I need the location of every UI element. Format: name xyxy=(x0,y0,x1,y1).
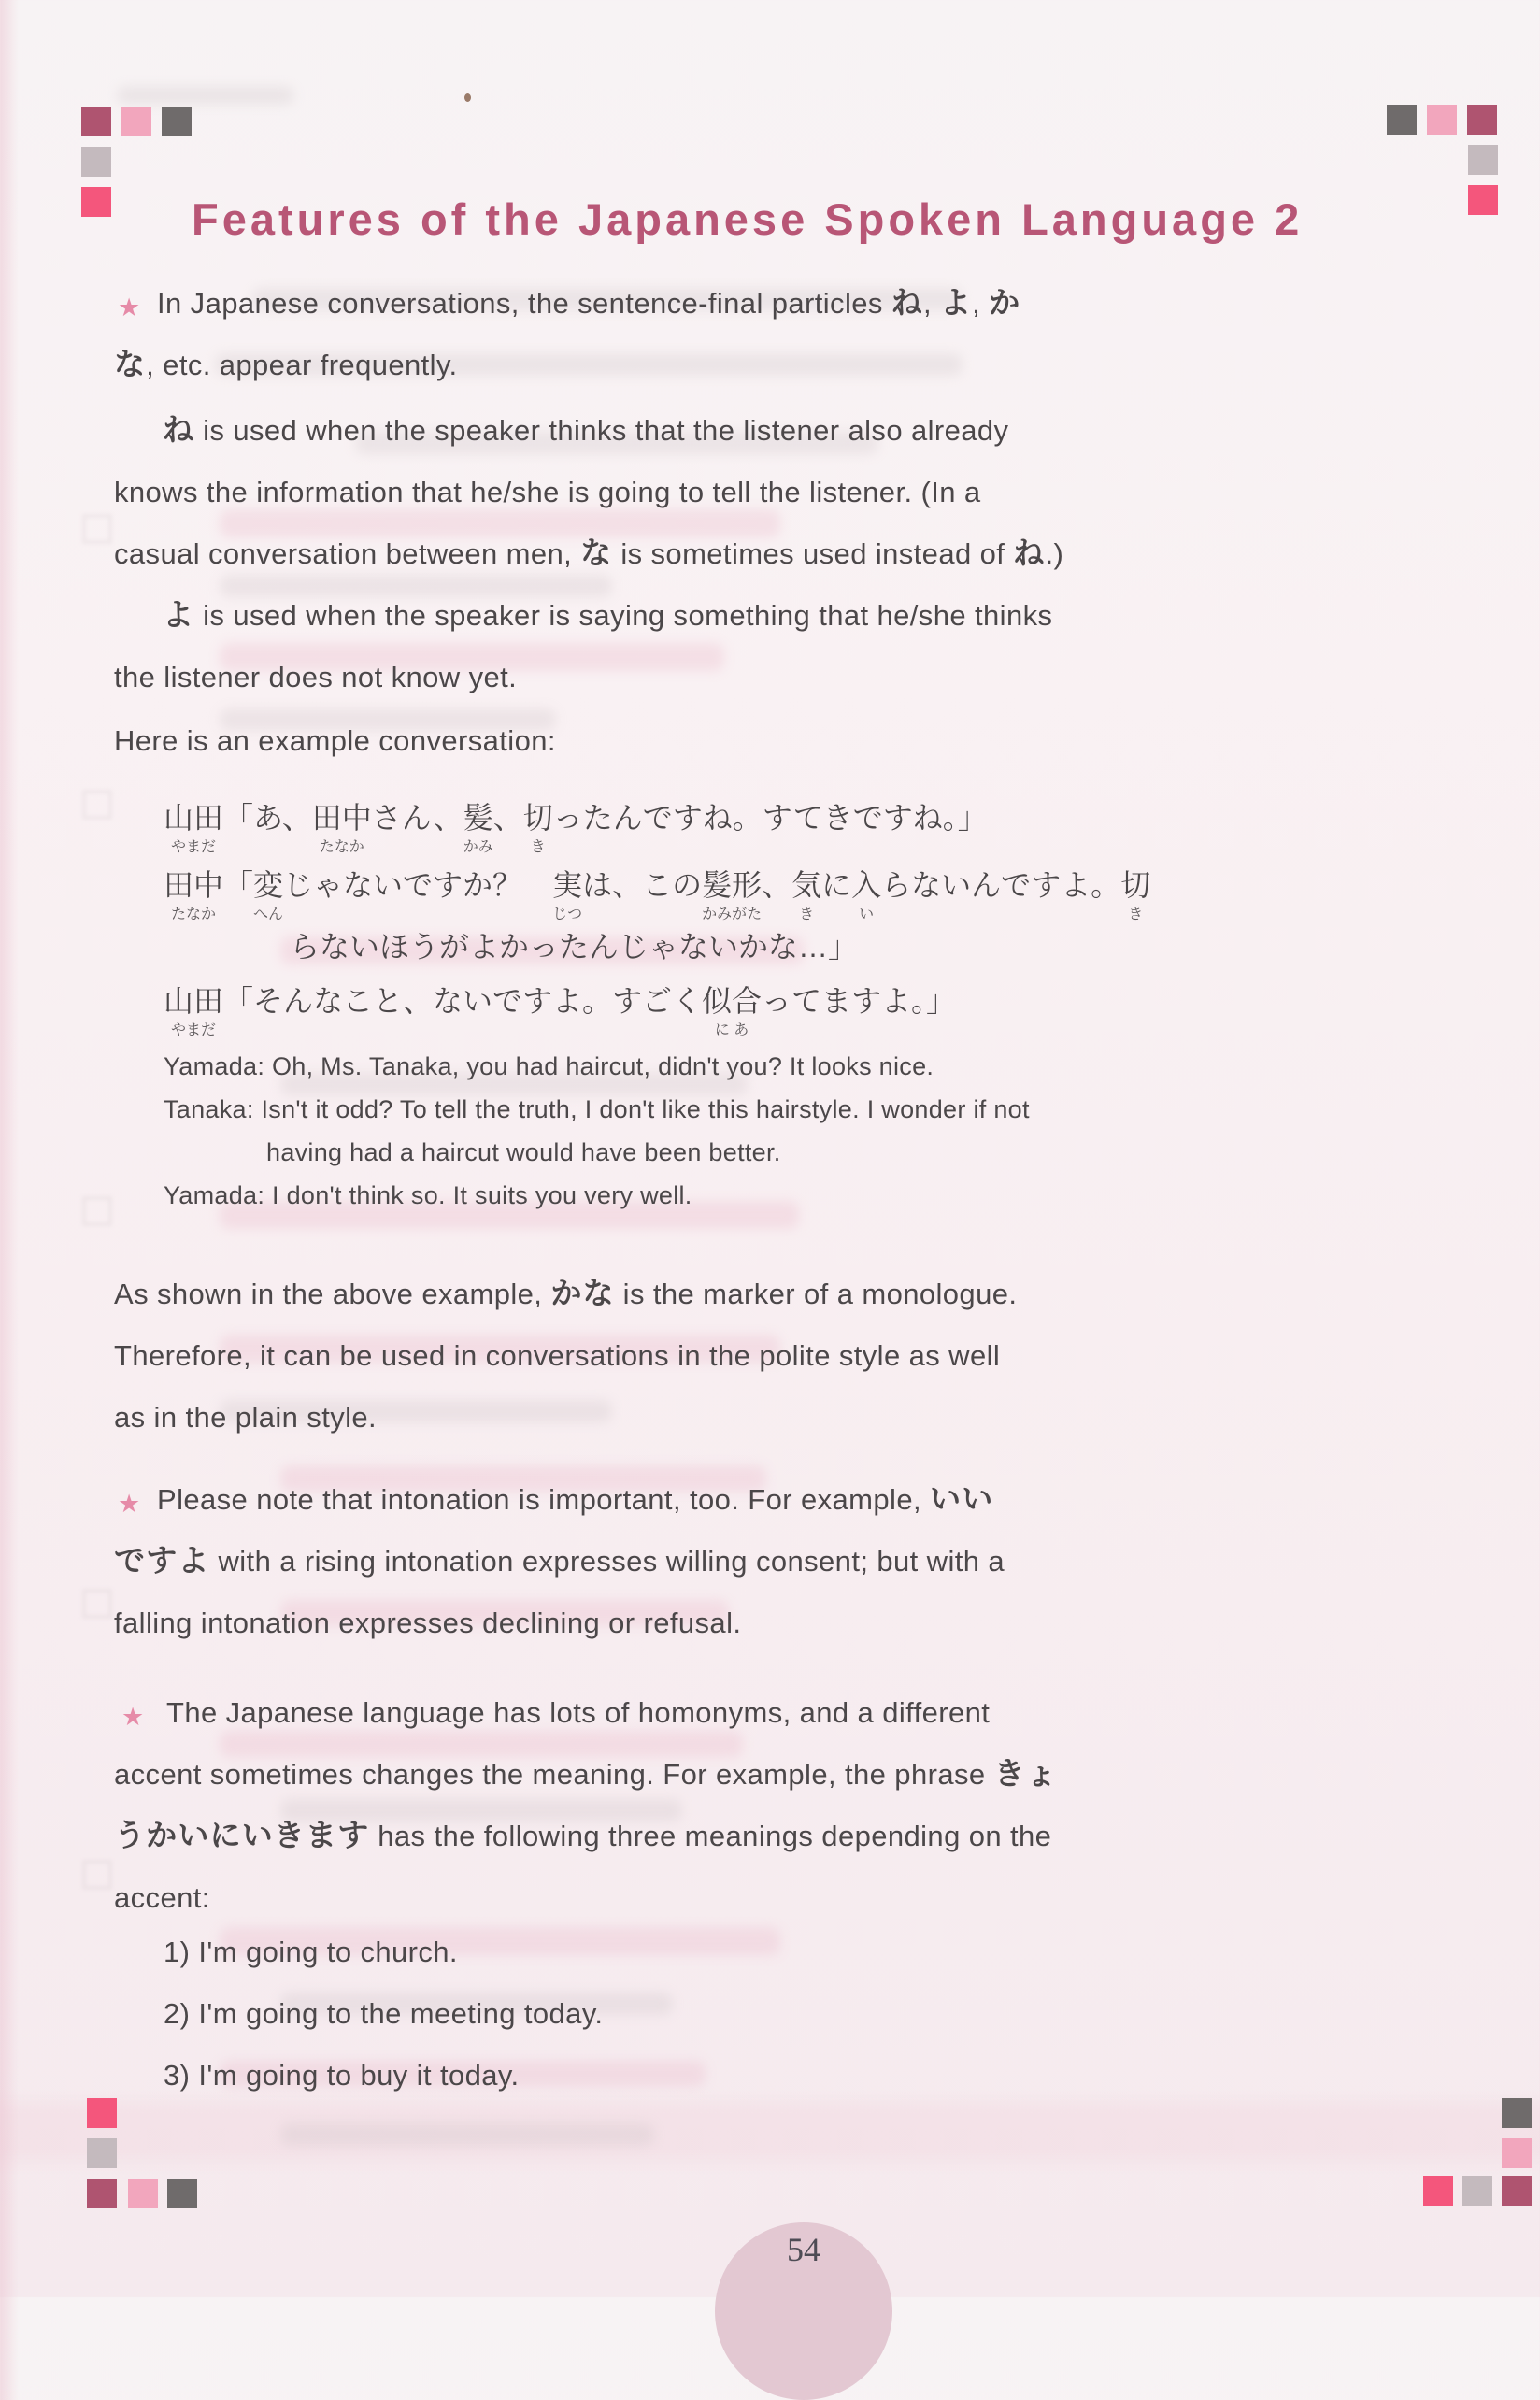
dialogue-line-jp-tanaka-wrap xyxy=(290,927,858,987)
corner-decoration-square xyxy=(1502,2138,1532,2168)
text-line: Please note that intonation is important, too. For example, いい xyxy=(157,1482,994,1517)
text-line: as in the plain style. xyxy=(114,1401,378,1434)
corner-decoration-square xyxy=(81,107,111,136)
bleed-through-checkbox xyxy=(82,1860,112,1890)
ruby-segment: 田中 たなか xyxy=(164,865,223,925)
translation-line: Yamada: Oh, Ms. Tanaka, you had haircut, didn't you? It looks nice. xyxy=(164,1052,934,1080)
ruby-segment: らないほうがよかったんじゃないかな…」 xyxy=(290,930,859,964)
paragraph-intonation xyxy=(114,1469,1005,1654)
text-line: Therefore, it can be used in conversations in the polite style as well xyxy=(114,1339,1001,1372)
furigana: やまだ xyxy=(171,839,217,855)
ruby-segment: 山田 やまだ xyxy=(164,981,223,1041)
furigana: じつ xyxy=(552,907,583,922)
bleed-through-smudge xyxy=(117,86,294,105)
ruby-segment: らないんですよ。 xyxy=(881,868,1121,902)
ruby-segment: 髪 かみ xyxy=(463,798,493,858)
text-line: ね is used when the speaker thinks that the listener also already xyxy=(163,413,1009,448)
corner-decoration-square xyxy=(1467,105,1497,135)
corner-decoration-square xyxy=(81,187,111,217)
furigana: たなか xyxy=(171,907,217,922)
furigana: かみ xyxy=(463,839,493,855)
text-line: Here is an example conversation: xyxy=(114,724,556,757)
furigana: い xyxy=(859,907,875,922)
corner-decoration-square xyxy=(162,107,192,136)
text-line: falling intonation expresses declining or refusal. xyxy=(114,1607,742,1639)
corner-decoration-square xyxy=(167,2179,197,2208)
star-bullet-icon: ★ xyxy=(121,1703,145,1731)
corner-decoration-square xyxy=(128,2179,158,2208)
text-line: accent: xyxy=(114,1881,210,1914)
paragraph-ne-particle xyxy=(114,400,1063,585)
bleed-through-checkbox xyxy=(82,1589,112,1619)
ruby-segment: 「そんなこと、ないですよ。すごく xyxy=(223,984,703,1018)
ruby-segment: 気 き xyxy=(791,865,821,925)
corner-decoration-square xyxy=(81,147,111,177)
dialogue-line-jp-yamada-2 xyxy=(164,981,956,1041)
ruby-segment: 山田 やまだ xyxy=(164,798,223,858)
corner-decoration-square xyxy=(87,2138,117,2168)
dialogue-line-jp-yamada-1 xyxy=(164,798,988,858)
ruby-segment: 切 き xyxy=(1120,865,1150,925)
paragraph-example-intro xyxy=(114,710,556,772)
furigana: たなか xyxy=(319,839,364,855)
text-line: よ is used when the speaker is saying something that he/she thinks xyxy=(163,598,1053,633)
text-line: な, etc. appear frequently. xyxy=(114,348,458,382)
text-line: うかいにいきます has the following three meanings depending on the xyxy=(114,1819,1052,1853)
ruby-segment: 田中 たなか xyxy=(312,798,372,858)
ruby-segment: 変 へん xyxy=(253,865,283,925)
list-item: 2) I'm going to the meeting today. xyxy=(164,1997,604,2030)
furigana: かみがた xyxy=(702,907,763,922)
ruby-segment: は、この xyxy=(582,868,703,902)
corner-decoration-square xyxy=(121,107,151,136)
text-line: In Japanese conversations, the sentence-final particles ね, よ, か xyxy=(157,286,1021,321)
furigana: へん xyxy=(253,907,284,922)
corner-decoration-square xyxy=(1387,105,1417,135)
corner-decoration-square xyxy=(87,2098,117,2128)
text-line: ですよ with a rising intonation expresses willing consent; but with a xyxy=(114,1544,1005,1579)
ruby-segment: 「あ、 xyxy=(223,801,312,835)
star-bullet-icon: ★ xyxy=(118,1490,141,1518)
corner-decoration-square xyxy=(1462,2176,1492,2206)
corner-decoration-square xyxy=(1423,2176,1453,2206)
text-line: the listener does not know yet. xyxy=(114,661,518,693)
dust-speck xyxy=(464,93,471,102)
dialogue-line-jp-tanaka xyxy=(164,865,1150,925)
ruby-segment: 入 い xyxy=(851,865,881,925)
list-item: 3) I'm going to buy it today. xyxy=(164,2059,520,2092)
bleed-through-checkbox xyxy=(82,790,112,820)
ruby-segment: じゃないですか？ xyxy=(283,868,553,902)
ruby-segment: 「 xyxy=(223,868,254,902)
furigana: やまだ xyxy=(171,1022,217,1038)
bleed-through-checkbox xyxy=(82,1196,112,1226)
dialogue-translation xyxy=(164,1045,1030,1217)
bleed-through-checkbox xyxy=(82,514,112,544)
page-title: Features of the Japanese Spoken Language 2 xyxy=(192,194,1304,245)
ruby-segment: に xyxy=(821,868,852,902)
ruby-segment: 実 じつ xyxy=(552,865,582,925)
paragraph-homonyms xyxy=(114,1682,1058,1929)
ruby-segment: ったんですね。すてきですね。」 xyxy=(552,801,988,835)
furigana: に あ xyxy=(714,1022,749,1038)
corner-decoration-square xyxy=(1502,2098,1532,2128)
text-line: casual conversation between men, な is sometimes used instead of ね.) xyxy=(114,536,1064,571)
corner-decoration-square xyxy=(1468,185,1498,215)
text-line: knows the information that he/she is going to tell the listener. (In a xyxy=(114,476,981,508)
paragraph-yo-particle xyxy=(114,585,1052,708)
star-bullet-icon: ★ xyxy=(118,293,141,321)
translation-line: having had a haircut would have been better. xyxy=(266,1138,781,1166)
furigana: き xyxy=(799,907,815,922)
corner-decoration-square xyxy=(1502,2176,1532,2206)
furigana: き xyxy=(530,839,546,855)
bleed-through-smudge xyxy=(280,2123,654,2146)
furigana: き xyxy=(1128,907,1144,922)
corner-decoration-square xyxy=(1468,145,1498,175)
meanings-list xyxy=(164,1921,603,2107)
corner-decoration-square xyxy=(87,2179,117,2208)
translation-line: Tanaka: Isn't it odd? To tell the truth, I don't like this hairstyle. I wonder if not xyxy=(164,1095,1030,1123)
ruby-segment: ってますよ。」 xyxy=(762,984,957,1018)
ruby-segment: 、 xyxy=(762,868,792,902)
paragraph-intro xyxy=(114,273,1020,396)
page-number: 54 xyxy=(787,2231,820,2268)
list-item: 1) I'm going to church. xyxy=(164,1936,458,1968)
ruby-segment: 似合 に あ xyxy=(702,981,762,1041)
text-line: The Japanese language has lots of homonyms, and a different xyxy=(166,1696,991,1729)
ruby-segment: 髪形 かみがた xyxy=(702,865,762,925)
ruby-segment: 、 xyxy=(492,801,523,835)
paragraph-kana-marker xyxy=(114,1264,1017,1449)
corner-decoration-square xyxy=(1427,105,1457,135)
text-line: As shown in the above example, かな is the marker of a monologue. xyxy=(114,1277,1018,1311)
text-line: accent sometimes changes the meaning. For example, the phrase きょ xyxy=(114,1757,1058,1792)
ruby-segment: さん、 xyxy=(371,801,463,835)
translation-line: Yamada: I don't think so. It suits you very well. xyxy=(164,1181,692,1209)
ruby-segment: 切 き xyxy=(523,798,553,858)
